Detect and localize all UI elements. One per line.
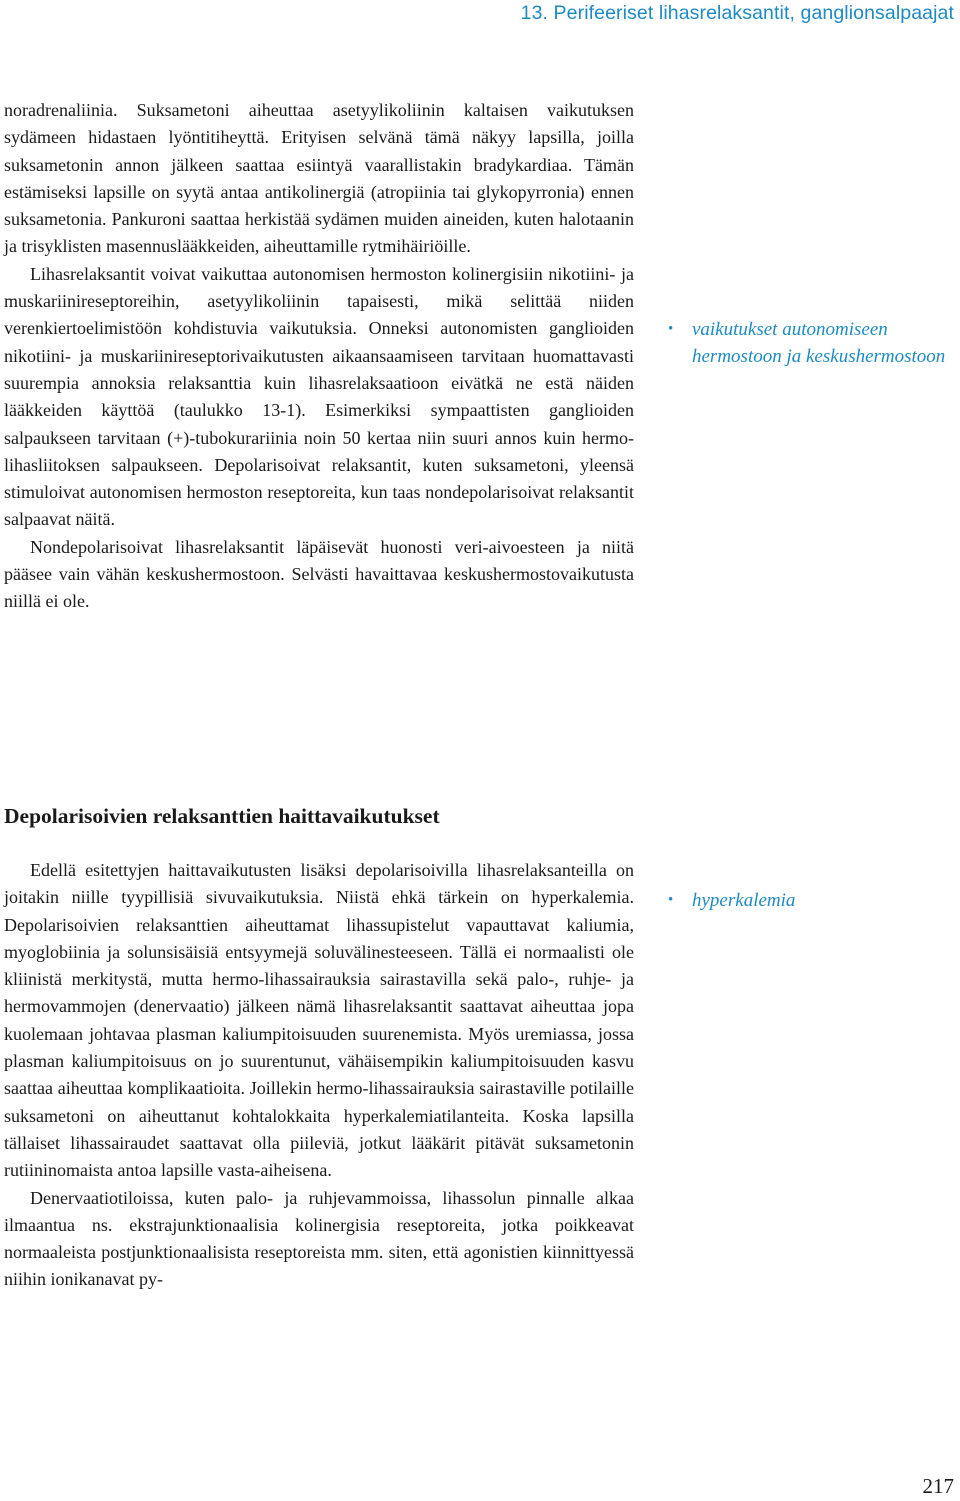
bullet-icon: • bbox=[668, 892, 674, 908]
margin-note-autonomic bbox=[668, 316, 958, 370]
margin-note-text: hyperkalemia bbox=[692, 890, 796, 911]
main-text-section-1 bbox=[4, 97, 634, 616]
body-paragraph: Nondepolarisoivat lihasrelaksantit läpäisevät huonosti veri-aivoesteen ja niitä pääsee vain vähän keskushermostoon. Selvästi havaittavaa keskushermostovaikutusta niillä ei ole. bbox=[4, 536, 634, 612]
margin-note-hyperkalemia bbox=[668, 887, 958, 914]
body-paragraph: Edellä esitettyjen haittavaikutusten lisäksi depolarisoivilla lihasrelaksanteilla on joitakin niille tyypillisiä sivuvaikutuksia. Niistä ehkä tärkein on hyperkalemia. Depolarisoivien relaksanttien aiheuttamat lihassupistelut vapauttavat kaliumia, myoglobiinia ja solunsisäisiä entsyymejä soluvälinesteeseen. Tällä ei normaalisti ole kliinistä merkitystä, mutta hermo-lihassairauksia sairastavilla sekä palo-, ruhje- ja hermovammojen (denervaatio) jälkeen nämä lihasrelaksantit saattavat aiheuttaa jopa kuolemaan johtavaa plasman kaliumpitoisuuden suurenemista. Myös uremiassa, jossa plasman kaliumpitoisuus on jo suurentunut, vähäisempikin kaliumpitoisuuden kasvu saattaa aiheuttaa komplikaatioita. Joillekin hermo-lihassairauksia sairastaville potilaille suksametoni on aiheuttanut kohtalokkaita hyperkalemiatilanteita. Koska lapsilla tällaiset lihassairaudet saattavat olla piileviä, jotkut lääkärit pitävät suksametonin rutiininomaista antoa lapsille vasta-aiheisena. bbox=[4, 860, 634, 1181]
main-text-section-2 bbox=[4, 857, 634, 1294]
running-header: 13. Perifeeriset lihasrelaksantit, ganglionsalpaajat bbox=[520, 2, 954, 24]
page-number: 217 bbox=[922, 1474, 954, 1498]
body-paragraph: Denervaatiotiloissa, kuten palo- ja ruhjevammoissa, lihassolun pinnalle alkaa ilmaantua ns. ekstrajunktionaalisia kolinergisia reseptoreita, jotka poikkeavat normaaleista postjunktionaalisista reseptoreista mm. siten, että agonistien kiinnittyessä niihin ionikanavat py- bbox=[4, 1187, 634, 1290]
section-heading: Depolarisoivien relaksanttien haittavaikutukset bbox=[4, 804, 440, 828]
margin-note-text: vaikutukset autonomiseen hermostoon ja keskushermostoon bbox=[692, 319, 946, 367]
body-paragraph: noradrenaliinia. Suksametoni aiheuttaa asetyylikoliinin kaltaisen vaikutuksen sydämeen hidastaen lyöntitiheyttä. Erityisen selvänä tämä näkyy lapsilla, joilla suksametonin annon jälkeen saattaa esiintyä vaarallistakin bradykardiaa. Tämän estämiseksi lapsille on syytä antaa antikolinergiä (atropiinia tai glykopyrronia) ennen suksametonia. Pankuroni saattaa herkistää sydämen muiden aineiden, kuten halotaanin ja trisyklisten masennuslääkkeiden, aiheuttamille rytmihäiriöille. bbox=[4, 100, 634, 257]
body-paragraph: Lihasrelaksantit voivat vaikuttaa autonomisen hermoston kolinergisiin nikotiini- ja muskariinireseptoreihin, asetyylikoliinin tapaisesti, mikä selittää niiden verenkiertoelimistöön kohdistuvia vaikutuksia. Onneksi autonomisten ganglioiden nikotiini- ja muskariinireseptorivaikutusten aikaansaamiseen tarvitaan huomattavasti suurempia annoksia relaksanttia kuin lihasrelaksaatioon eivätkä ne estä näiden lääkkeiden käyttöä (taulukko 13-1). Esimerkiksi sympaattisten ganglioiden salpaukseen tarvitaan (+)-tubokurariinia noin 50 kertaa niin suuri annos kuin hermo-lihasliitoksen salpaukseen. Depolarisoivat relaksantit, kuten suksametoni, yleensä stimuloivat autonomisen hermoston reseptoreita, kun taas nondepolarisoivat relaksantit salpaavat näitä. bbox=[4, 263, 634, 530]
bullet-icon: • bbox=[668, 321, 674, 337]
